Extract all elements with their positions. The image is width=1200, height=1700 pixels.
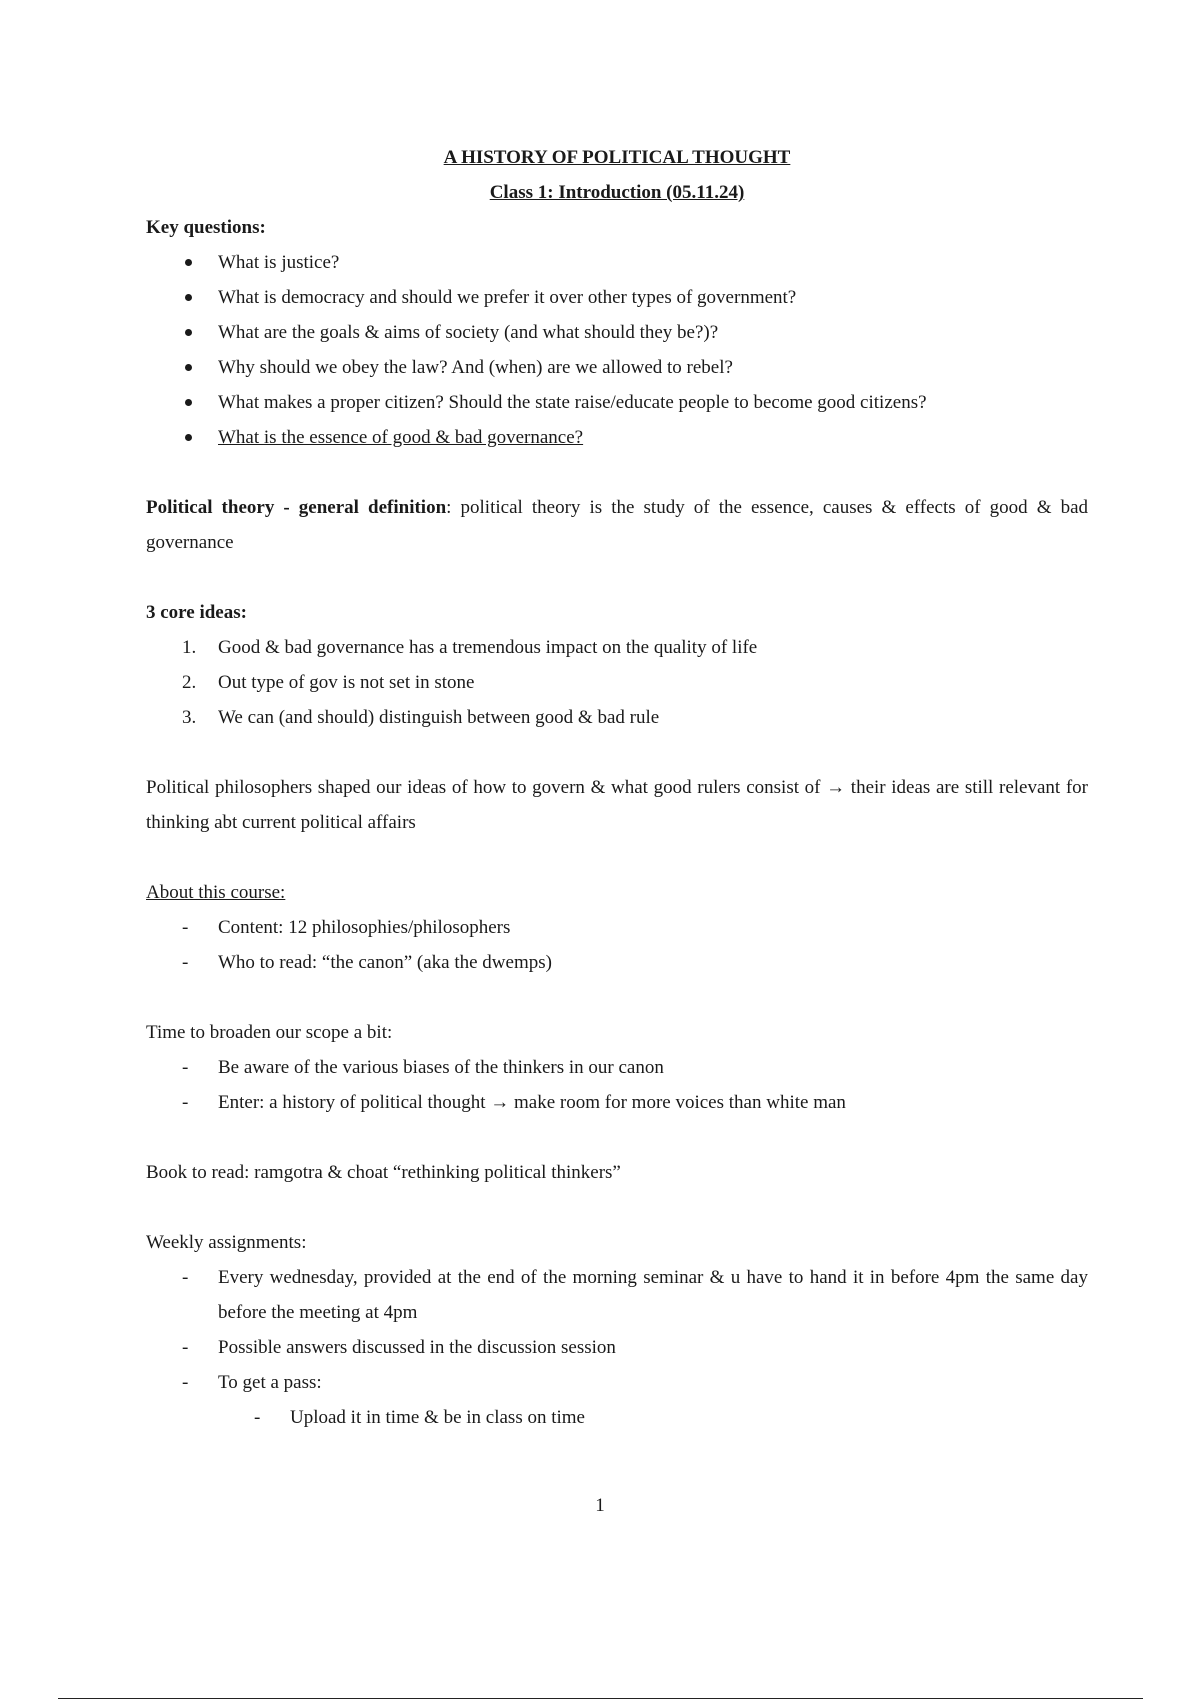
philosophers-paragraph: Political philosophers shaped our ideas of how to govern & what good rulers consist of → their ideas are still relevant for thinking abt current political affairs bbox=[146, 777, 1088, 833]
list-item: - Every wednesday, provided at the end of the morning seminar & u have to hand it in before 4pm the same day before the meeting at 4pm bbox=[146, 1260, 1088, 1330]
list-item: What is justice? bbox=[218, 252, 340, 273]
list-item: What are the goals & aims of society (and what should they be?)? bbox=[218, 322, 719, 343]
document-subtitle: Class 1: Introduction (05.11.24) bbox=[489, 182, 745, 203]
core-ideas-heading: 3 core ideas: bbox=[146, 602, 247, 623]
list-item: - Enter: a history of political thought → make room for more voices than white man bbox=[146, 1085, 1088, 1120]
weekly-assignments-heading: Weekly assignments: bbox=[146, 1232, 307, 1253]
page-number: 1 bbox=[595, 1495, 605, 1516]
list-item: - Possible answers discussed in the discussion session bbox=[146, 1330, 1088, 1365]
footer-divider bbox=[58, 1698, 1143, 1699]
dash-icon: - bbox=[254, 1407, 261, 1428]
dash-icon: - bbox=[182, 917, 189, 938]
document-title: A HISTORY OF POLITICAL THOUGHT bbox=[443, 147, 791, 168]
about-course-heading: About this course: bbox=[146, 882, 286, 903]
list-item: 2. Out type of gov is not set in stone bbox=[182, 672, 475, 693]
dash-icon: - bbox=[182, 1337, 189, 1358]
list-item: What is the essence of good & bad governance? bbox=[218, 427, 584, 448]
list-item: - Content: 12 philosophies/philosophers bbox=[146, 910, 1088, 945]
core-ideas-list bbox=[146, 630, 1088, 735]
list-item: - Upload it in time & be in class on time bbox=[146, 1400, 1088, 1435]
list-item: 3. We can (and should) distinguish between good & bad rule bbox=[182, 707, 660, 728]
book-to-read: Book to read: ramgotra & choat “rethinking political thinkers” bbox=[146, 1162, 621, 1183]
definition-text: : political theory is the study of the essence, causes & effects of good & bad governance bbox=[146, 497, 1089, 553]
definition-term: Political theory - general definition bbox=[146, 497, 447, 518]
list-item: Why should we obey the law? And (when) are we allowed to rebel? bbox=[218, 357, 733, 378]
dash-icon: - bbox=[182, 952, 189, 973]
broaden-scope-list bbox=[146, 1050, 1088, 1120]
list-item: - Who to read: “the canon” (aka the dwemps) bbox=[146, 945, 1088, 980]
definition-paragraph bbox=[146, 490, 1088, 560]
list-item: 1. Good & bad governance has a tremendous impact on the quality of life bbox=[182, 637, 758, 658]
dash-icon: - bbox=[182, 1267, 189, 1288]
dash-icon: - bbox=[182, 1092, 189, 1113]
about-course-list bbox=[146, 910, 1088, 980]
weekly-assignments-list bbox=[146, 1260, 1088, 1435]
key-questions-list bbox=[146, 245, 1088, 455]
document-body bbox=[146, 140, 1088, 1435]
list-item: What makes a proper citizen? Should the state raise/educate people to become good citizens? bbox=[218, 392, 927, 413]
list-item: - To get a pass: bbox=[146, 1365, 1088, 1400]
key-questions-heading: Key questions: bbox=[146, 217, 266, 238]
dash-icon: - bbox=[182, 1372, 189, 1393]
list-item: - Be aware of the various biases of the thinkers in our canon bbox=[146, 1050, 1088, 1085]
broaden-scope-heading: Time to broaden our scope a bit: bbox=[146, 1022, 393, 1043]
list-item: What is democracy and should we prefer it over other types of government? bbox=[218, 287, 797, 308]
dash-icon: - bbox=[182, 1057, 189, 1078]
